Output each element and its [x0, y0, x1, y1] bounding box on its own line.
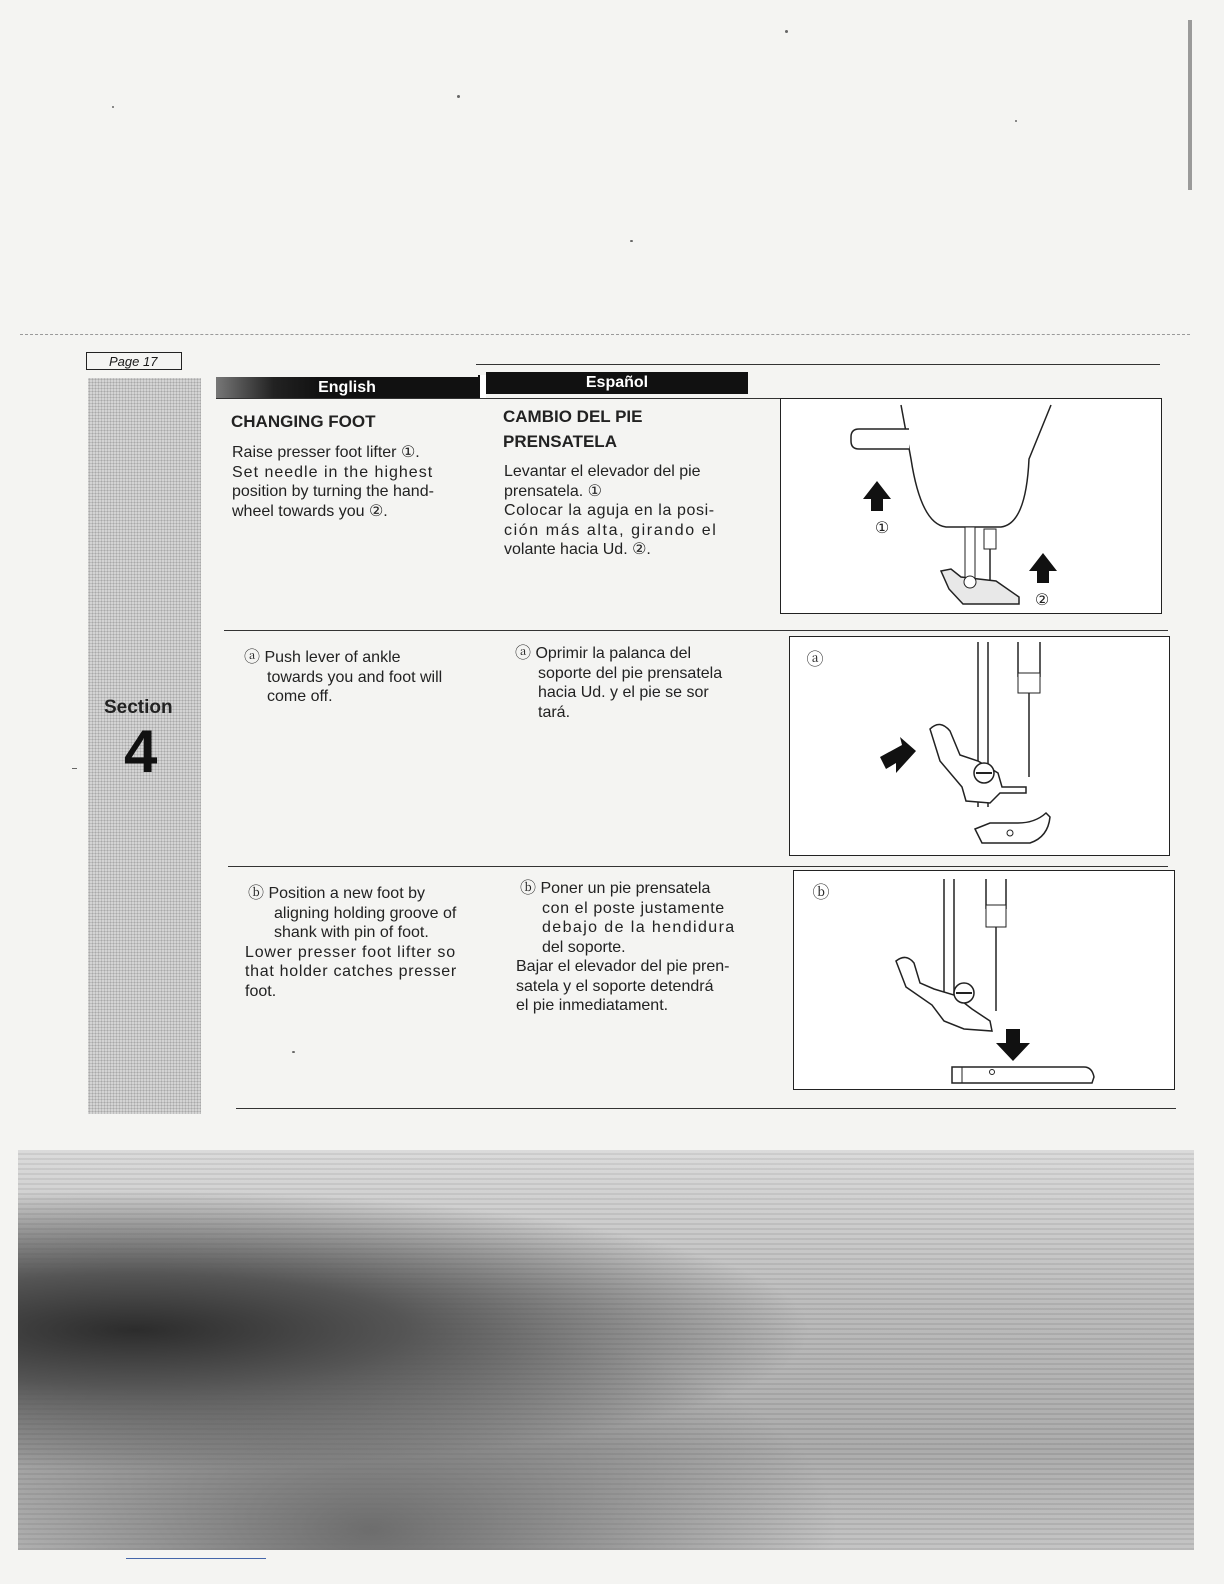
text-line: position by turning the hand- — [232, 483, 434, 500]
text-line: satela y el soporte detendrá — [516, 977, 714, 995]
text-line: shank with pin of foot. — [274, 924, 429, 941]
text-line: wheel towards you ②. — [232, 502, 388, 520]
text-line: tará. — [538, 703, 571, 721]
figure-callout-b: ⓑ — [812, 883, 830, 903]
scan-speck — [457, 95, 460, 98]
scan-shadow-region — [18, 1150, 1194, 1550]
step-divider-1 — [224, 630, 1168, 631]
text-line: towards you and foot will — [267, 668, 443, 686]
spanish-step3-text — [516, 879, 770, 1016]
text-line: come off. — [267, 688, 333, 705]
figure-raise-lifter — [780, 398, 1162, 614]
figure-raise-lifter-drawing — [781, 399, 1160, 612]
english-title: CHANGING FOOT — [231, 412, 376, 431]
scan-speck — [292, 1051, 295, 1053]
text-line: soporte del pie prensatela — [538, 664, 723, 682]
scan-speck — [112, 106, 114, 108]
text-line: prensatela. ① — [504, 482, 602, 500]
english-step3-text — [245, 884, 498, 1001]
text-line: ⓐ Oprimir la palanca del — [515, 645, 692, 662]
text-line: del soporte. — [542, 938, 626, 956]
step-divider-3 — [236, 1108, 1176, 1109]
figure-callout-a: ⓐ — [806, 650, 824, 670]
figure-remove-foot — [789, 636, 1170, 856]
figure-attach-foot — [793, 870, 1175, 1090]
text-line: ción más alta, girando el — [504, 521, 718, 539]
scan-fold-line — [20, 334, 1190, 335]
spanish-title — [503, 404, 642, 454]
figure-callout-2: ② — [1034, 590, 1050, 609]
english-header: English — [216, 377, 478, 399]
text-line: Bajar el elevador del pie pren- — [516, 958, 730, 975]
scan-blue-line — [126, 1558, 266, 1559]
header-separator — [478, 375, 486, 399]
figure-callout-1: ① — [874, 518, 890, 537]
text-line: Set needle in the highest — [232, 463, 434, 481]
spanish-header: Español — [486, 372, 748, 394]
text-line: hacia Ud. y el pie se sor — [538, 684, 709, 701]
text-line: ⓐ Push lever of ankle — [244, 649, 401, 666]
text-line: Raise presser foot lifter ①. — [232, 444, 420, 461]
section-word: Section — [104, 697, 173, 718]
text-line: ⓑ Position a new foot by — [248, 885, 425, 902]
figure-attach-foot-drawing — [794, 871, 1173, 1088]
text-line: Colocar la aguja en la posi- — [504, 502, 715, 519]
scan-speck — [72, 768, 77, 769]
spanish-step2-text — [515, 644, 765, 722]
section-number: 4 — [124, 718, 158, 785]
title-line: PRENSATELA — [503, 432, 617, 451]
text-line: foot. — [245, 982, 277, 1000]
text-line: debajo de la hendidura — [542, 919, 736, 936]
step-divider-2 — [228, 866, 1168, 867]
header-rule-top — [476, 364, 1160, 365]
text-line: Levantar el elevador del pie — [504, 463, 701, 480]
text-line: aligning holding groove of — [274, 904, 457, 922]
text-line: volante hacia Ud. ②. — [504, 541, 651, 558]
page-label: Page 17 — [86, 352, 182, 370]
scan-speck — [630, 240, 633, 242]
scan-speck — [785, 30, 788, 33]
figure-remove-foot-drawing — [790, 637, 1168, 854]
text-line: that holder catches presser — [245, 963, 457, 980]
english-step1-text — [232, 443, 482, 521]
text-line: ⓑ Poner un pie prensatela — [520, 880, 711, 897]
english-step2-text — [244, 648, 494, 707]
text-line: con el poste justamente — [542, 899, 725, 917]
scan-speck — [1015, 120, 1017, 122]
title-line: CAMBIO DEL PIE — [503, 407, 643, 426]
scan-edge-shadow — [1188, 20, 1192, 190]
spanish-step1-text — [504, 462, 754, 560]
text-line: Lower presser foot lifter so — [245, 943, 456, 961]
text-line: el pie inmediatament. — [516, 997, 669, 1014]
